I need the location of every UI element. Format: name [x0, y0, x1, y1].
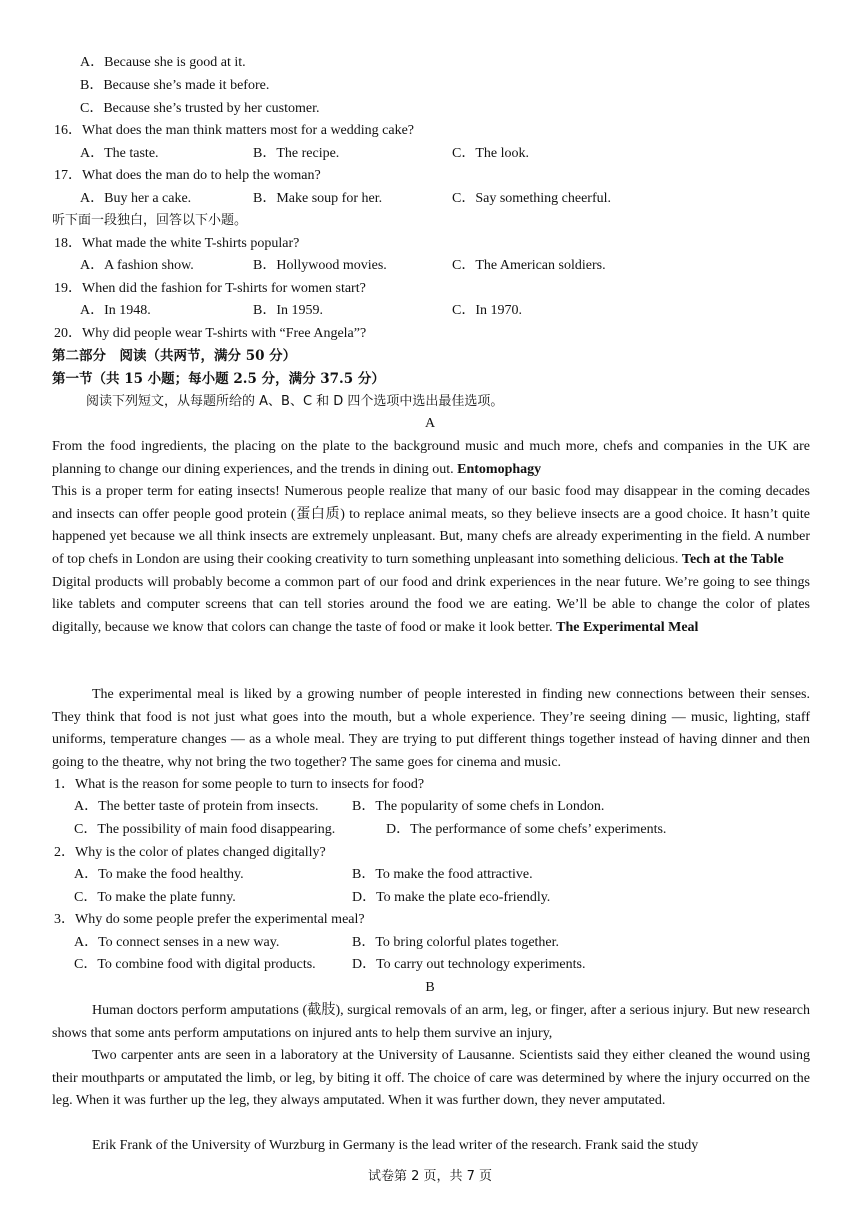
passage-a-p2: This is a proper term for eating insects! Numerous people realize that many of our basic food may disappear in the coming decades and insects can offer people good protein (蛋白质) to replace animal meats, so they believe insects are a good choice. It hasn’t quite happened yet because we all think insects are extremely unpleasant. But, many chefs are already experimenting in the field. A number of top chefs in London are using their cooking creativity to turn something unpleasant into something delicious.: [52, 484, 810, 567]
monologue-instruction: 听下面一段独白，回答以下小题。: [52, 213, 248, 228]
part2-section1-title: 第一节（共 15 小题；每小题 2.5 分，满分 37.5 分）: [52, 371, 385, 387]
q1-option-a: A．The better taste of protein from insects.: [74, 799, 319, 814]
passage-a-heading-tech: Tech at the Table: [681, 551, 784, 567]
q19-question: 19．When did the fashion for T-shirts for women start?: [54, 281, 366, 296]
q18-question: 18．What made the white T-shirts popular?: [54, 236, 300, 251]
q18-option-a: A．A fashion show.: [80, 258, 194, 273]
q16-option-b: B．The recipe.: [253, 146, 340, 161]
q2-question: 2．Why is the color of plates changed digitally?: [54, 845, 326, 860]
passage-a-p3: Digital products will probably become a common part of our food and drink experiences in the near future. We’re going to see things like tablets and computer screens that can tell stories around the food we are eating. We’ll be able to change the color of plates digitally, because we know that colors can change the taste of food or make it look better.: [52, 574, 810, 635]
q20-question: 20．Why did people wear T-shirts with “Free Angela”?: [54, 326, 367, 341]
part2-instruction: 阅读下列短文，从每题所给的 A、B、C 和 D 四个选项中选出最佳选项。: [86, 394, 504, 409]
q1-option-d: D．The performance of some chefs’ experiments.: [386, 822, 667, 837]
q2-option-d: D．To make the plate eco-friendly.: [352, 890, 551, 905]
q2-option-b: B．To make the food attractive.: [352, 867, 533, 882]
passage-a-text: [52, 436, 810, 639]
passage-a-p4: The experimental meal is liked by a growing number of people interested in finding new connections between their senses. They think that food is not just what goes into the mouth, but a whole experience. They’re seeing dining — music, lighting, staff uniforms, temperature changes — as a whole meal. They are trying to put different things together instead of having dinner and then going to the theatre, why not bring the two together? The same goes for cinema and music.: [52, 687, 810, 770]
passage-a-heading-entomophagy: Entomophagy: [457, 461, 542, 477]
part2-title: 第二部分 阅读（共两节，满分 50 分）: [52, 348, 297, 364]
q1-option-b: B．The popularity of some chefs in London.: [352, 799, 605, 814]
passage-b-p2: Two carpenter ants are seen in a laboratory at the University of Lausanne. Scientists said they either cleaned the wound using their mouthparts or amputated the limb, or leg, by biting it off. The choice of care was determined by where the injury occurred on the leg. When it was further up the leg, they always amputated. When it was further down, they never amputated.: [52, 1048, 810, 1109]
passage-a-label: A: [424, 416, 436, 431]
q16-option-a: A．The taste.: [80, 146, 159, 161]
passage-b-label: B: [425, 980, 435, 995]
q17-question: 17．What does the man do to help the woman?: [54, 168, 321, 183]
q1-option-c: C．The possibility of main food disappearing.: [74, 822, 336, 837]
q15-option-a: A．Because she is good at it.: [80, 55, 246, 70]
q3-option-c: C．To combine food with digital products.: [74, 957, 316, 972]
q3-option-a: A．To connect senses in a new way.: [74, 935, 280, 950]
passage-a-heading-experimental: The Experimental Meal: [556, 619, 699, 635]
q2-option-c: C．To make the plate funny.: [74, 890, 236, 905]
passage-b-p1: Human doctors perform amputations (截肢), surgical removals of an arm, leg, or finger, after a serious injury. But new research shows that some ants perform amputations on injured ants to help them survive an injury,: [52, 1003, 810, 1041]
q16-question: 16．What does the man think matters most for a wedding cake?: [54, 123, 415, 138]
passage-b-p3: Erik Frank of the University of Wurzburg in Germany is the lead writer of the research. Frank said the study: [92, 1138, 699, 1153]
page-footer: 试卷第 2 页，共 7 页: [367, 1169, 493, 1184]
q1-question: 1．What is the reason for some people to turn to insects for food?: [54, 777, 425, 792]
q3-option-b: B．To bring colorful plates together.: [352, 935, 560, 950]
q3-option-d: D．To carry out technology experiments.: [352, 957, 586, 972]
q19-option-a: A．In 1948.: [80, 303, 151, 318]
q2-option-a: A．To make the food healthy.: [74, 867, 244, 882]
q18-option-b: B．Hollywood movies.: [253, 258, 387, 273]
q18-option-c: C．The American soldiers.: [452, 258, 606, 273]
q15-option-c: C．Because she’s trusted by her customer.: [80, 101, 320, 116]
q3-question: 3．Why do some people prefer the experimental meal?: [54, 912, 365, 927]
q19-option-c: C．In 1970.: [452, 303, 522, 318]
passage-a-p1: From the food ingredients, the placing on the plate to the background music and much more, chefs and companies in the UK are planning to change our dining experiences, and the trends in dining out.: [52, 439, 810, 477]
q16-option-c: C．The look.: [452, 146, 529, 161]
q17-option-a: A．Buy her a cake.: [80, 191, 192, 206]
q17-option-c: C．Say something cheerful.: [452, 191, 612, 206]
q17-option-b: B．Make soup for her.: [253, 191, 383, 206]
q15-option-b: B．Because she’s made it before.: [80, 78, 270, 93]
q19-option-b: B．In 1959.: [253, 303, 323, 318]
